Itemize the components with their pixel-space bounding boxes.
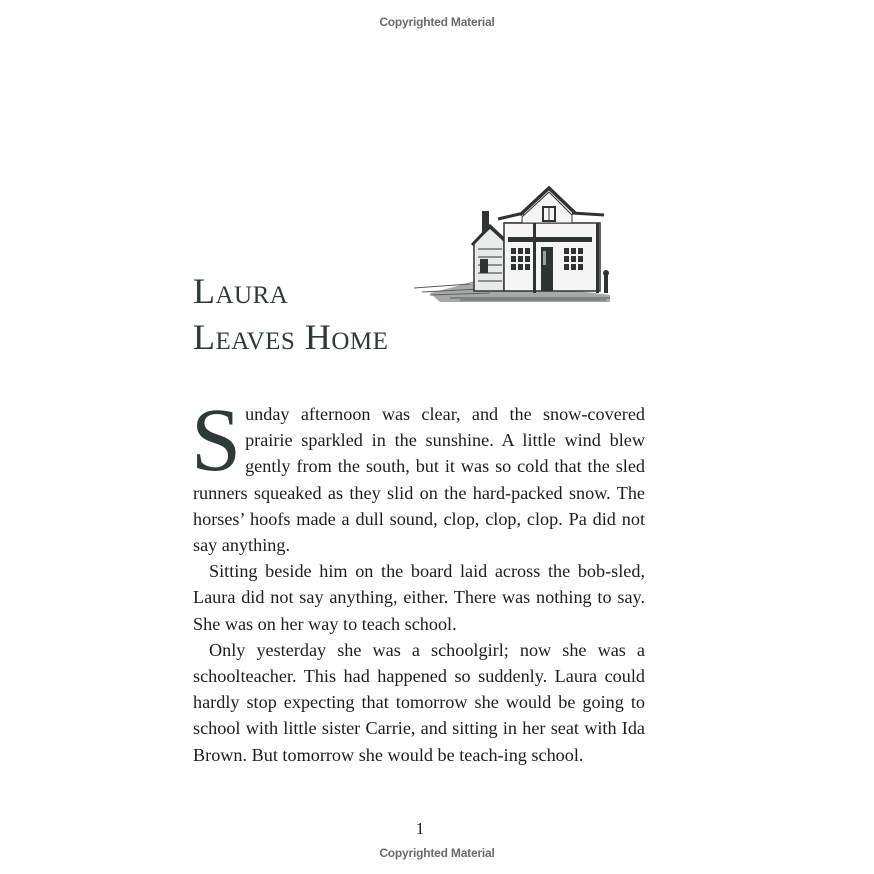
paragraph-1 (191, 391, 645, 558)
copyright-watermark-bottom: Copyrighted Material (379, 846, 495, 860)
body-text (191, 391, 645, 768)
chapter-title-line-2: Leaves Home (193, 317, 389, 357)
chapter-title (193, 268, 388, 360)
chapter-title-line-1: Laura (193, 271, 289, 311)
paragraph-1-text: unday afternoon was clear, and the snow-covered prairie sparkled in the sunshine. A little wind blew gently from the south, but it was so cold that the sled runners squeaked as they slid on the hard-packed snow. The horses’ hoofs made a dull sound, clop, clop, clop. Pa did not say anything. (193, 404, 645, 556)
house-illustration-icon (410, 183, 615, 305)
page-number: 1 (415, 819, 425, 838)
paragraph-2: Sitting beside him on the board laid across the bob-sled, Laura did not say anything, either. There was nothing to say. She was on her way to teach school. (193, 561, 645, 634)
paragraph-3: Only yesterday she was a schoolgirl; now she was a schoolteacher. This had happened so suddenly. Laura could hardly stop expecting that tomorrow she would be going to school with little sister Carrie, and sitting in her seat with Ida Brown. But tomorrow she would be teach-ing school. (193, 639, 645, 765)
copyright-watermark-top: Copyrighted Material (379, 15, 495, 29)
drop-cap: S (191, 391, 242, 490)
